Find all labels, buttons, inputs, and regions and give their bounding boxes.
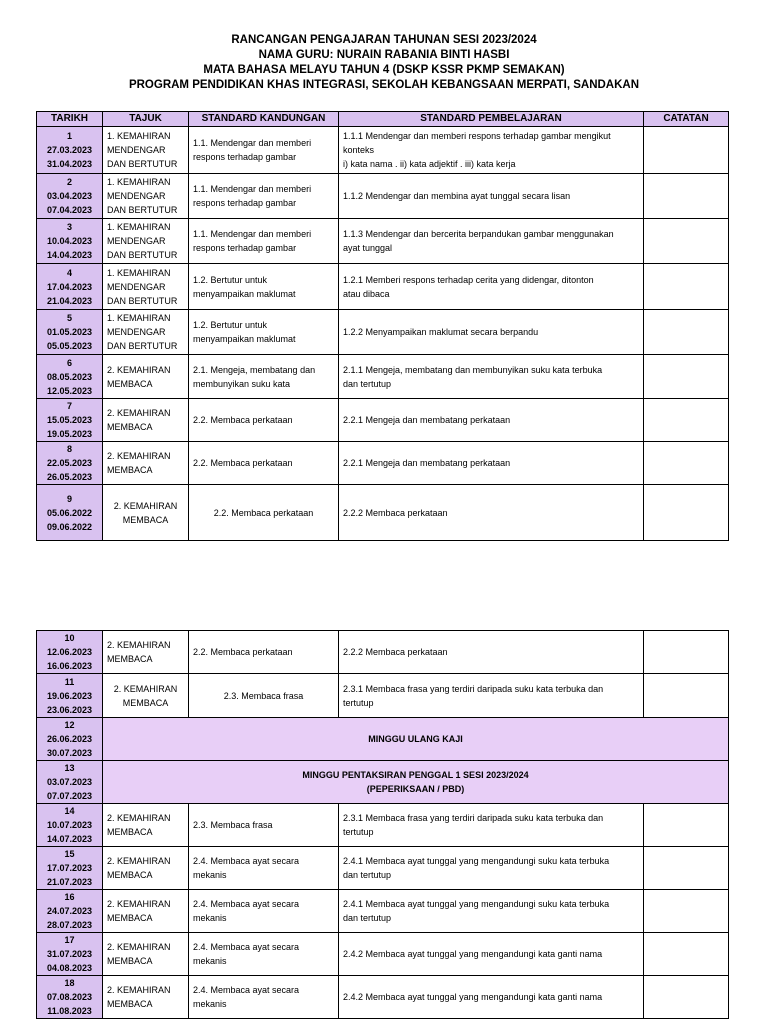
standard-kandungan-text: membunyikan suku kata [193, 378, 291, 389]
standard-pembelajaran-cell [339, 485, 644, 541]
tajuk-text: 2. KEMAHIRAN [107, 451, 171, 461]
week-end-date: 05.05.2023 [46, 341, 93, 351]
table-row [37, 310, 729, 355]
table-row [37, 804, 729, 847]
standard-pembelajaran-cell [339, 442, 644, 485]
banner-text: MINGGU ULANG KAJI [368, 734, 463, 744]
week-start-date: 01.05.2023 [46, 327, 93, 337]
week-number: 1 [66, 131, 72, 141]
tajuk-cell [103, 399, 189, 442]
week-cell [37, 718, 103, 761]
week-start-date: 07.08.2023 [46, 992, 93, 1002]
standard-kandungan-cell [189, 174, 339, 219]
col-header-standard-kandungan: STANDARD KANDUNGAN [189, 112, 339, 127]
table-row [37, 890, 729, 933]
tajuk-cell [103, 890, 189, 933]
table-row [37, 127, 729, 174]
tajuk-text: 2. KEMAHIRAN [107, 856, 171, 866]
catatan-cell [644, 310, 729, 355]
tajuk-text: 2. KEMAHIRAN [107, 985, 171, 995]
lesson-plan-table-page-2 [36, 630, 729, 1019]
table-row [37, 718, 729, 761]
tajuk-text: 2. KEMAHIRAN [107, 408, 171, 418]
standard-pembelajaran-text: 2.2.2 Membaca perkataan [343, 507, 448, 518]
week-start-date: 27.03.2023 [46, 145, 93, 155]
week-number: 4 [66, 267, 72, 278]
standard-pembelajaran-text: 2.4.1 Membaca ayat tunggal yang mengandungi suku kata terbuka [343, 899, 610, 909]
catatan-cell [644, 890, 729, 933]
tajuk-text: 1. KEMAHIRAN [107, 222, 171, 232]
week-start-date: 17.04.2023 [46, 281, 93, 292]
tajuk-text: MENDENGAR [107, 236, 166, 246]
document-header [0, 33, 768, 93]
week-end-date: 07.07.2023 [46, 791, 93, 801]
standard-pembelajaran-cell [339, 174, 644, 219]
tajuk-text: DAN BERTUTUR [107, 341, 178, 351]
catatan-cell [644, 631, 729, 674]
standard-pembelajaran-text: 1.2.1 Memberi respons terhadap cerita yang didengar, ditonton [343, 274, 594, 285]
catatan-cell [644, 976, 729, 1019]
week-end-date: 11.08.2023 [47, 1006, 92, 1016]
catatan-cell [644, 804, 729, 847]
tajuk-text: 1. KEMAHIRAN [107, 313, 171, 323]
week-end-date: 23.06.2023 [46, 704, 93, 715]
standard-kandungan-text: 2.2. Membaca perkataan [193, 458, 293, 468]
week-number: 14 [64, 806, 75, 816]
catatan-cell [644, 442, 729, 485]
standard-pembelajaran-text: 2.1.1 Mengeja, membatang dan membunyikan suku kata terbuka [343, 364, 603, 375]
standard-pembelajaran-text: dan tertutup [343, 913, 392, 923]
table-header-row [37, 112, 729, 127]
week-end-date: 28.07.2023 [46, 920, 93, 930]
week-number: 6 [66, 357, 72, 368]
standard-pembelajaran-text: i) kata nama . ii) kata adjektif . iii) kata kerja [343, 159, 516, 169]
tajuk-text: 2. KEMAHIRAN [107, 942, 171, 952]
week-end-date: 04.08.2023 [46, 963, 93, 973]
table-row [37, 976, 729, 1019]
catatan-cell [644, 355, 729, 399]
tajuk-text: MEMBACA [122, 514, 169, 525]
week-number: 3 [66, 222, 72, 232]
week-number: 7 [66, 401, 72, 411]
week-end-date: 19.05.2023 [46, 429, 93, 439]
week-start-date: 15.05.2023 [46, 415, 93, 425]
col-header-tajuk: TAJUK [103, 112, 189, 127]
week-cell [37, 310, 103, 355]
week-number: 5 [66, 313, 72, 323]
week-number: 13 [64, 763, 75, 773]
tajuk-text: DAN BERTUTUR [107, 159, 178, 169]
lesson-plan-table-page-1 [36, 111, 729, 541]
standard-kandungan-text: 2.2. Membaca perkataan [193, 415, 293, 425]
col-header-standard-pembelajaran: STANDARD PEMBELAJARAN [339, 112, 644, 127]
week-start-date: 24.07.2023 [46, 906, 93, 916]
tajuk-cell [103, 127, 189, 174]
teacher-name: NAMA GURU: NURAIN RABANIA BINTI HASBI [258, 49, 510, 61]
week-cell [37, 264, 103, 310]
tajuk-cell [103, 804, 189, 847]
table-row [37, 933, 729, 976]
tajuk-text: 2. KEMAHIRAN [107, 640, 171, 650]
table-row [37, 674, 729, 718]
catatan-cell [644, 933, 729, 976]
standard-kandungan-text: mekanis [193, 999, 227, 1009]
standard-kandungan-text: 1.1. Mendengar dan memberi [193, 138, 312, 148]
standard-pembelajaran-text: atau dibaca [343, 288, 390, 299]
week-start-date: 12.06.2023 [46, 647, 93, 657]
standard-kandungan-cell [189, 890, 339, 933]
tajuk-text: 1. KEMAHIRAN [107, 177, 171, 187]
table-row [37, 219, 729, 264]
week-cell [37, 127, 103, 174]
week-cell [37, 355, 103, 399]
standard-pembelajaran-text: konteks [343, 145, 375, 155]
standard-kandungan-cell [189, 219, 339, 264]
standard-pembelajaran-cell [339, 631, 644, 674]
catatan-cell [644, 174, 729, 219]
table-row [37, 485, 729, 541]
week-cell [37, 399, 103, 442]
standard-kandungan-text: 2.1. Mengeja, membatang dan [193, 364, 316, 375]
tajuk-text: 2. KEMAHIRAN [107, 364, 171, 375]
standard-kandungan-text: menyampaikan maklumat [193, 288, 296, 299]
tajuk-text: MEMBACA [107, 827, 153, 837]
week-number: 17 [64, 935, 75, 945]
week-number: 11 [64, 676, 75, 687]
catatan-cell [644, 674, 729, 718]
standard-kandungan-text: 2.4. Membaca ayat secara [193, 856, 300, 866]
table-row [37, 761, 729, 804]
standard-kandungan-text: 2.4. Membaca ayat secara [193, 899, 300, 909]
week-end-date: 26.05.2023 [46, 472, 93, 482]
table-row [37, 631, 729, 674]
standard-kandungan-text: menyampaikan maklumat [193, 334, 296, 344]
tajuk-cell [103, 674, 189, 718]
tajuk-text: DAN BERTUTUR [107, 205, 178, 215]
standard-kandungan-text: 1.1. Mendengar dan memberi [193, 229, 312, 239]
table-row [37, 174, 729, 219]
standard-pembelajaran-text: dan tertutup [343, 870, 392, 880]
standard-pembelajaran-cell [339, 219, 644, 264]
standard-pembelajaran-text: tertutup [343, 697, 374, 708]
standard-pembelajaran-cell [339, 890, 644, 933]
week-end-date: 07.04.2023 [46, 205, 93, 215]
standard-kandungan-text: 2.4. Membaca ayat secara [193, 985, 300, 995]
standard-kandungan-cell [189, 127, 339, 174]
standard-pembelajaran-text: 2.2.1 Mengeja dan membatang perkataan [343, 415, 511, 425]
week-end-date: 14.04.2023 [46, 250, 93, 260]
standard-pembelajaran-cell [339, 804, 644, 847]
standard-pembelajaran-text: tertutup [343, 827, 374, 837]
week-number: 16 [64, 892, 75, 902]
standard-pembelajaran-text: dan tertutup [343, 378, 392, 389]
week-number: 8 [66, 444, 72, 454]
week-cell [37, 174, 103, 219]
week-start-date: 19.06.2023 [46, 690, 93, 701]
week-end-date: 31.04.2023 [46, 159, 93, 169]
tajuk-text: MEMBACA [107, 465, 153, 475]
tajuk-text: MENDENGAR [107, 327, 166, 337]
week-cell [37, 804, 103, 847]
tajuk-text: 2. KEMAHIRAN [113, 500, 178, 511]
tajuk-text: 2. KEMAHIRAN [107, 899, 171, 909]
standard-kandungan-text: 2.4. Membaca ayat secara [193, 942, 300, 952]
week-start-date: 10.04.2023 [46, 236, 93, 246]
catatan-cell [644, 219, 729, 264]
standard-pembelajaran-text: 2.4.2 Membaca ayat tunggal yang mengandungi kata ganti nama [343, 992, 603, 1002]
catatan-cell [644, 847, 729, 890]
standard-kandungan-cell [189, 976, 339, 1019]
tajuk-text: MEMBACA [107, 378, 153, 389]
week-start-date: 05.06.2022 [46, 507, 93, 518]
document-title: RANCANGAN PENGAJARAN TAHUNAN SESI 2023/2024 [231, 34, 537, 46]
tajuk-text: MEMBACA [107, 999, 153, 1009]
standard-kandungan-text: 1.2. Bertutur untuk [193, 320, 268, 330]
program-line: PROGRAM PENDIDIKAN KHAS INTEGRASI, SEKOLAH KEBANGSAAN MERPATI, SANDAKAN [128, 79, 640, 91]
tajuk-text: MEMBACA [107, 422, 153, 432]
week-end-date: 09.06.2022 [46, 521, 93, 532]
week-number: 12 [64, 720, 75, 730]
week-cell [37, 933, 103, 976]
tajuk-text: MENDENGAR [107, 191, 166, 201]
catatan-cell [644, 127, 729, 174]
week-number: 9 [66, 493, 72, 504]
standard-kandungan-cell [189, 847, 339, 890]
tajuk-text: MEMBACA [107, 654, 153, 664]
standard-pembelajaran-text: 1.1.3 Mendengar dan bercerita berpandukan gambar menggunakan [343, 229, 614, 239]
week-end-date: 21.07.2023 [46, 877, 93, 887]
standard-kandungan-text: respons terhadap gambar [193, 243, 297, 253]
catatan-cell [644, 264, 729, 310]
standard-pembelajaran-text: 2.3.1 Membaca frasa yang terdiri daripada suku kata terbuka dan [343, 813, 604, 823]
standard-kandungan-text: 2.2. Membaca perkataan [213, 507, 314, 518]
week-start-date: 10.07.2023 [46, 820, 93, 830]
standard-kandungan-text: 2.3. Membaca frasa [223, 690, 304, 701]
week-start-date: 03.07.2023 [46, 777, 93, 787]
tajuk-cell [103, 933, 189, 976]
standard-kandungan-cell [189, 264, 339, 310]
week-end-date: 14.07.2023 [46, 834, 93, 844]
tajuk-text: DAN BERTUTUR [107, 250, 178, 260]
banner-text: (PEPERIKSAAN / PBD) [366, 784, 465, 794]
standard-kandungan-cell [189, 310, 339, 355]
tajuk-text: 2. KEMAHIRAN [107, 813, 171, 823]
standard-pembelajaran-text: 1.2.2 Menyampaikan maklumat secara berpandu [343, 327, 539, 337]
tajuk-cell [103, 219, 189, 264]
week-start-date: 08.05.2023 [46, 371, 93, 382]
standard-kandungan-cell [189, 442, 339, 485]
week-cell [37, 485, 103, 541]
standard-pembelajaran-text: 1.1.1 Mendengar dan memberi respons terhadap gambar mengikut [343, 131, 611, 141]
week-number: 2 [66, 177, 72, 187]
week-end-date: 16.06.2023 [46, 661, 93, 671]
standard-kandungan-text: 1.1. Mendengar dan memberi [193, 184, 312, 194]
tajuk-text: MEMBACA [122, 697, 169, 708]
standard-pembelajaran-text: 2.4.1 Membaca ayat tunggal yang mengandungi suku kata terbuka [343, 856, 610, 866]
standard-pembelajaran-text: 2.2.2 Membaca perkataan [343, 647, 448, 657]
standard-kandungan-text: 1.2. Bertutur untuk [193, 274, 268, 285]
week-end-date: 30.07.2023 [46, 748, 93, 758]
standard-kandungan-text: respons terhadap gambar [193, 198, 297, 208]
tajuk-cell [103, 310, 189, 355]
standard-pembelajaran-cell [339, 310, 644, 355]
standard-kandungan-cell [189, 355, 339, 399]
week-start-date: 17.07.2023 [46, 863, 93, 873]
week-end-date: 12.05.2023 [46, 385, 93, 396]
week-start-date: 22.05.2023 [46, 458, 93, 468]
tajuk-text: 1. KEMAHIRAN [107, 131, 171, 141]
week-cell [37, 976, 103, 1019]
week-end-date: 21.04.2023 [46, 295, 93, 306]
tajuk-text: 2. KEMAHIRAN [113, 683, 178, 694]
standard-kandungan-cell [189, 485, 339, 541]
week-number: 18 [64, 978, 75, 988]
table-row [37, 442, 729, 485]
standard-pembelajaran-cell [339, 264, 644, 310]
standard-pembelajaran-text: 2.4.2 Membaca ayat tunggal yang mengandungi kata ganti nama [343, 949, 603, 959]
catatan-cell [644, 399, 729, 442]
standard-pembelajaran-cell [339, 847, 644, 890]
tajuk-cell [103, 847, 189, 890]
standard-kandungan-text: 2.3. Membaca frasa [193, 820, 273, 830]
week-number: 15 [64, 849, 75, 859]
tajuk-text: MENDENGAR [107, 281, 166, 292]
table-row [37, 264, 729, 310]
standard-kandungan-text: mekanis [193, 870, 227, 880]
week-cell [37, 631, 103, 674]
catatan-cell [644, 485, 729, 541]
standard-pembelajaran-cell [339, 127, 644, 174]
standard-kandungan-cell [189, 631, 339, 674]
standard-kandungan-text: 2.2. Membaca perkataan [193, 647, 293, 657]
standard-kandungan-cell [189, 674, 339, 718]
standard-pembelajaran-cell [339, 399, 644, 442]
standard-pembelajaran-cell [339, 933, 644, 976]
standard-kandungan-cell [189, 933, 339, 976]
standard-pembelajaran-text: ayat tunggal [343, 243, 393, 253]
week-start-date: 03.04.2023 [46, 191, 93, 201]
tajuk-cell [103, 631, 189, 674]
standard-kandungan-cell [189, 399, 339, 442]
standard-pembelajaran-text: 2.3.1 Membaca frasa yang terdiri daripada suku kata terbuka dan [343, 683, 604, 694]
tajuk-cell [103, 976, 189, 1019]
table-row [37, 399, 729, 442]
tajuk-text: DAN BERTUTUR [107, 295, 178, 306]
tajuk-cell [103, 442, 189, 485]
tajuk-text: 1. KEMAHIRAN [107, 267, 171, 278]
week-cell [37, 761, 103, 804]
col-header-catatan: CATATAN [644, 112, 729, 127]
week-start-date: 26.06.2023 [46, 734, 93, 744]
tajuk-text: MENDENGAR [107, 145, 166, 155]
col-header-tarikh: TARIKH [37, 112, 103, 127]
week-number: 10 [64, 633, 75, 643]
standard-pembelajaran-text: 1.1.2 Mendengar dan membina ayat tunggal secara lisan [343, 191, 571, 201]
week-cell [37, 674, 103, 718]
banner-text: MINGGU PENTAKSIRAN PENGGAL 1 SESI 2023/2024 [302, 770, 529, 780]
week-cell [37, 847, 103, 890]
tajuk-cell [103, 485, 189, 541]
tajuk-cell [103, 355, 189, 399]
week-start-date: 31.07.2023 [46, 949, 93, 959]
standard-pembelajaran-cell [339, 355, 644, 399]
standard-kandungan-cell [189, 804, 339, 847]
week-cell [37, 442, 103, 485]
tajuk-text: MEMBACA [107, 913, 153, 923]
standard-kandungan-text: mekanis [193, 956, 227, 966]
table-row [37, 355, 729, 399]
week-cell [37, 219, 103, 264]
table-row [37, 847, 729, 890]
standard-pembelajaran-cell [339, 976, 644, 1019]
tajuk-text: MEMBACA [107, 870, 153, 880]
subject-line: MATA BAHASA MELAYU TAHUN 4 (DSKP KSSR PKMP SEMAKAN) [203, 64, 565, 76]
tajuk-cell [103, 264, 189, 310]
banner-cell [103, 718, 729, 761]
standard-pembelajaran-cell [339, 674, 644, 718]
standard-kandungan-text: respons terhadap gambar [193, 152, 297, 162]
standard-kandungan-text: mekanis [193, 913, 227, 923]
week-cell [37, 890, 103, 933]
standard-pembelajaran-text: 2.2.1 Mengeja dan membatang perkataan [343, 458, 511, 468]
tajuk-cell [103, 174, 189, 219]
banner-cell [103, 761, 729, 804]
tajuk-text: MEMBACA [107, 956, 153, 966]
